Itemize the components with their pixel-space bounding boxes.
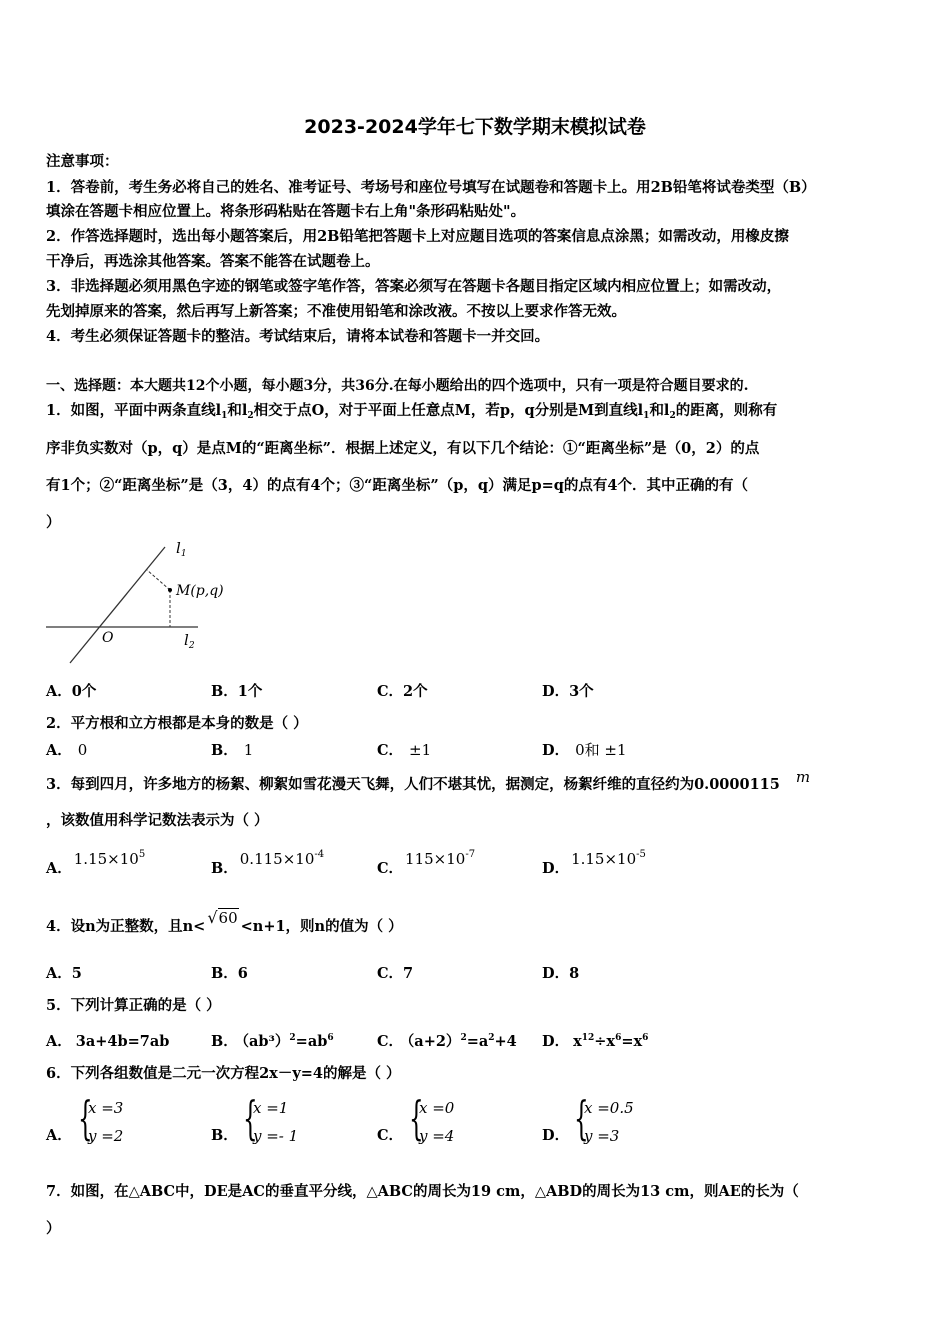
q5-option-b[interactable]: B． $(ab^3)^2=ab^6$ — [211, 1033, 334, 1050]
q5-option-c[interactable]: C． $(a+2)^2=a^2+4$ — [377, 1033, 517, 1050]
q6-option-d-system[interactable]: { x =0.5 y =3 — [574, 1091, 634, 1145]
section-heading: 一、选择题：本大题共12个小题，每小题3分，共36分.在每小题给出的四个选项中，只有一项是符合题目要求的. — [46, 378, 749, 394]
q3-option-b[interactable]: B．$0.115\times 10^{-4}$ — [211, 849, 325, 877]
question-6-stem: 6．下列各组数值是二元一次方程2x－y=4的解是（ ） — [46, 1065, 401, 1082]
q4-option-c[interactable]: C．7 — [377, 965, 414, 982]
q6-option-a-label[interactable]: A． — [46, 1127, 72, 1144]
q2-option-a[interactable]: A． 0 — [46, 741, 88, 759]
page-title: 2023-2024学年七下数学期末模拟试卷 — [304, 116, 646, 138]
point-m — [168, 588, 172, 592]
q3-option-a[interactable]: A．$1.15\times 10^5$ — [46, 849, 146, 877]
q6-option-a-system[interactable]: { x =3 y =2 — [78, 1091, 124, 1145]
question-7-stem: 7．如图，在△ABC中，DE是AC的垂直平分线，△ABC的周长为19 cm，△ABD的周长为13 cm，则AE的长为（ — [46, 1183, 799, 1200]
question-1-line: 序非负实数对（p，q）是点M的“距离坐标”．根据上述定义，有以下几个结论：①“距离坐标”是（0，2）的点 — [46, 440, 760, 457]
q3-option-c[interactable]: C．$115\times 10^{-7}$ — [377, 849, 476, 877]
notice-line: 干净后，再选涂其他答案。答案不能答在试题卷上。 — [46, 253, 380, 270]
q4-option-d[interactable]: D．8 — [542, 965, 580, 982]
question-1-line: ） — [46, 514, 61, 531]
notice-line: 填涂在答题卡相应位置上。将条形码粘贴在答题卡右上角"条形码粘贴处"。 — [46, 203, 526, 220]
notice-line: 4．考生必须保证答题卡的整洁。考试结束后，请将本试卷和答题卡一并交回。 — [46, 328, 550, 345]
notice-line: 2．作答选择题时，选出每小题答案后，用2B铅笔把答题卡上对应题目选项的答案信息点涂黑；如需改动，用橡皮擦 — [46, 228, 789, 245]
question-2-stem: 2．平方根和立方根都是本身的数是（ ） — [46, 715, 308, 732]
q6-option-b-label[interactable]: B． — [211, 1127, 238, 1144]
question-7-stem: ） — [46, 1220, 61, 1237]
q1-figure — [40, 535, 240, 670]
label-o: O — [102, 630, 114, 646]
label-l1: $l_1$ — [176, 539, 187, 559]
notice-heading: 注意事项： — [46, 153, 119, 170]
line-l1 — [70, 547, 165, 663]
q6-option-b-system[interactable]: { x =1 y =- 1 — [243, 1091, 299, 1145]
question-3-stem: ，该数值用科学记数法表示为（ ） — [46, 812, 269, 829]
q5-option-d[interactable]: D． $x^{12}\div x^6=x^6$ — [542, 1033, 649, 1050]
q2-option-c[interactable]: C． ±1 — [377, 741, 432, 759]
question-1-line: 有1个；②“距离坐标”是（3，4）的点有4个；③“距离坐标”（p，q）满足p=q的点有4个．其中正确的有（ — [46, 477, 749, 494]
q1-option-c[interactable]: C．2个 — [377, 683, 428, 700]
q4-option-b[interactable]: B．6 — [211, 965, 248, 982]
notice-line: 先划掉原来的答案，然后再写上新答案；不准使用铅笔和涂改液。不按以上要求作答无效。 — [46, 303, 626, 320]
notice-line: 1．答卷前，考生务必将自己的姓名、准考证号、考场号和座位号填写在试题卷和答题卡上。用2B铅笔将试卷类型（B） — [46, 179, 816, 196]
q6-option-c-system[interactable]: { x =0 y =4 — [409, 1091, 455, 1145]
q2-option-d[interactable]: D． 0和 ±1 — [542, 741, 627, 759]
q1-option-d[interactable]: D．3个 — [542, 683, 594, 700]
q2-option-b[interactable]: B． 1 — [211, 741, 254, 759]
question-1-line: 1．如图，平面中两条直线$l_1$和$l_2$相交于点O，对于平面上任意点M，若p，q分别是M到直线$l_1$和$l_2$的距离，则称有 — [46, 402, 778, 421]
perpendicular-to-l1 — [147, 570, 170, 590]
q1-option-b[interactable]: B．1个 — [211, 683, 263, 700]
label-m: M(p,q) — [176, 583, 224, 599]
q6-option-c-label[interactable]: C． — [377, 1127, 404, 1144]
question-5-stem: 5．下列计算正确的是（ ） — [46, 997, 221, 1014]
q6-option-d-label[interactable]: D． — [542, 1127, 570, 1144]
question-3-stem: 3．每到四月，许多地方的杨絮、柳絮如雪花漫天飞舞，人们不堪其忧，据测定，杨絮纤维的直径约为0.0000115 m — [46, 768, 811, 793]
label-l2: $l_2$ — [184, 631, 195, 651]
q4-option-a[interactable]: A．5 — [46, 965, 82, 982]
q1-option-a[interactable]: A．0个 — [46, 683, 97, 700]
q5-option-a[interactable]: A． 3a+4b=7ab — [46, 1033, 170, 1050]
q3-option-d[interactable]: D．$1.15\times 10^{-5}$ — [542, 849, 646, 877]
notice-line: 3．非选择题必须用黑色字迹的钢笔或签字笔作答，答案必须写在答题卡各题目指定区域内相应位置上；如需改动， — [46, 278, 782, 295]
question-4-stem: 4．设n为正整数，且n< √60 <n+1，则n的值为（ ） — [46, 908, 403, 935]
